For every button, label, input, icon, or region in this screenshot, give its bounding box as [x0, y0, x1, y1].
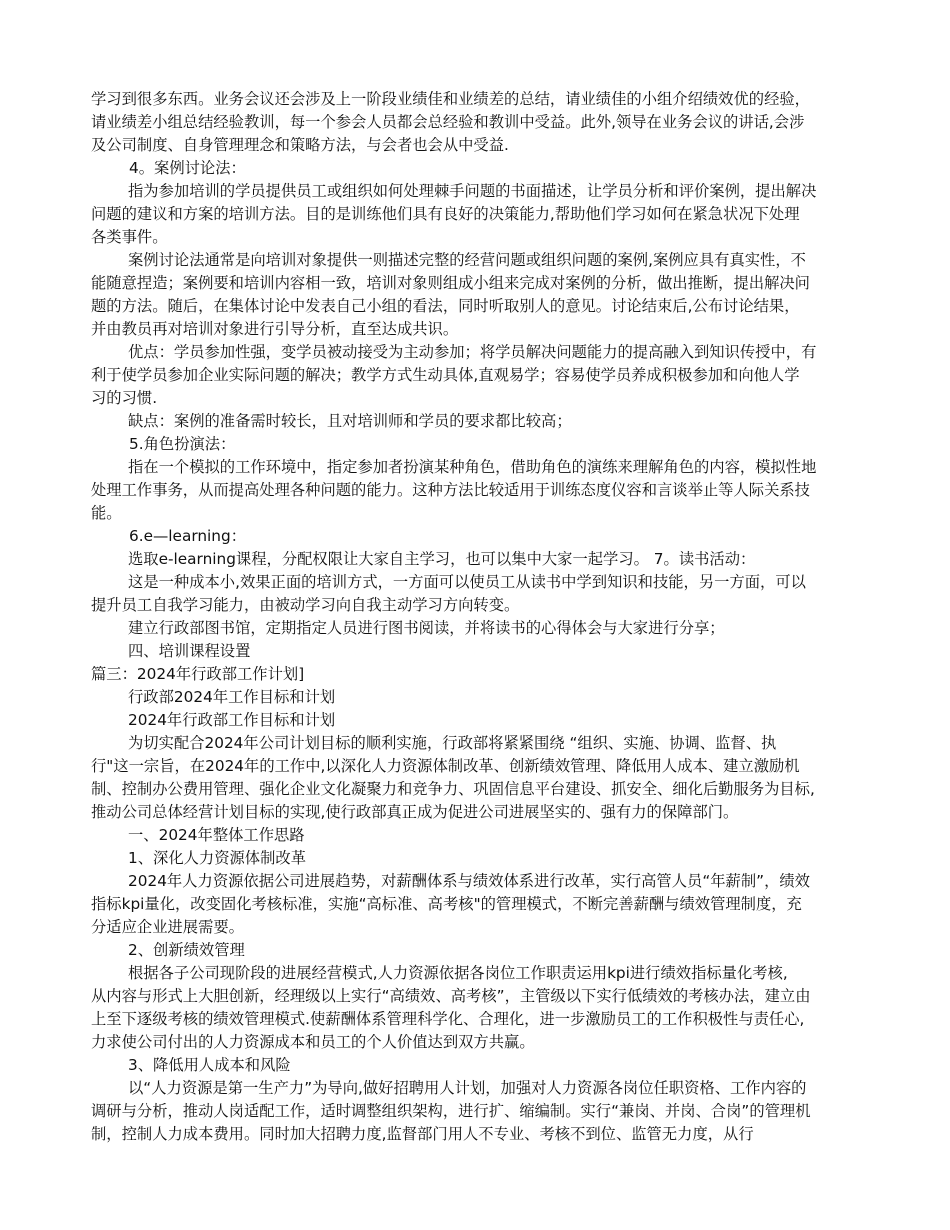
- text-line: 请业绩差小组总结经验教训，每一个参会人员都会总经验和教训中受益。此外,领导在业务会议的讲话,会涉: [91, 113, 805, 131]
- text-line: 调研与分析，推动人岗适配工作，适时调整组织架构，进行扩、缩编制。实行“兼岗、并岗、合岗”的管理机: [91, 1102, 811, 1120]
- section-heading: 6.e—learning：: [129, 527, 247, 545]
- text-line: 制、控制办公费用管理、强化企业文化凝聚力和竞争力、巩固信息平台建设、抓安全、细化后勤服务为目标,: [91, 780, 815, 798]
- section-heading: 四、培训课程设置: [128, 642, 251, 660]
- section-heading: 一、2024年整体工作思路: [128, 826, 305, 844]
- chapter-heading: 篇三：2024年行政部工作计划]: [91, 665, 305, 683]
- text-line: 分适应企业进展需要。: [91, 918, 244, 936]
- section-heading: 4。案例讨论法：: [129, 159, 246, 177]
- text-line: 为切实配合2024年公司计划目标的顺利实施，行政部将紧紧围绕 “组织、实施、协调、监督、执: [128, 734, 777, 752]
- text-line: 以“人力资源是第一生产力”为导向,做好招聘用人计划，加强对人力资源各岗位任职资格、工作内容的: [128, 1079, 807, 1097]
- text-line: 并由教员再对培训对象进行引导分析，直至达成共识。: [91, 320, 459, 338]
- text-line: 利于使学员参加企业实际问题的解决；教学方式生动具体,直观易学；容易使学员养成积极参加和向他人学: [91, 366, 800, 384]
- text-line: 能随意捏造；案例要和培训内容相一致，培训对象则组成小组来完成对案例的分析，做出推断，提出解决问: [91, 274, 810, 292]
- document-title: 行政部2024年工作目标和计划: [128, 688, 336, 706]
- text-line: 从内容与形式上大胆创新，经理级以上实行“高绩效、高考核”，主管级以下实行低绩效的考核办法，建立由: [91, 987, 811, 1005]
- text-line: 案例讨论法通常是向培训对象提供一则描述完整的经营问题或组织问题的案例,案例应具有真实性，不: [128, 251, 806, 269]
- text-line: 根据各子公司现阶段的进展经营模式,人力资源依据各岗位工作职责运用kpi进行绩效指标量化考核,: [128, 964, 788, 982]
- text-line: 处理工作事务，从而提高处理各种问题的能力。这种方法比较适用于训练态度仪容和言谈举止等人际关系技: [91, 481, 810, 499]
- text-line: 能。: [91, 504, 122, 522]
- section-heading: 3、降低用人成本和风险: [128, 1056, 291, 1074]
- text-line: 优点：学员参加性强，变学员被动接受为主动参加；将学员解决问题能力的提高融入到知识传授中，有: [128, 343, 817, 361]
- text-line: 选取e-learning课程，分配权限让大家自主学习，也可以集中大家一起学习。 7。读书活动：: [128, 550, 756, 568]
- text-line: 问题的建议和方案的培训方法。目的是训练他们具有良好的决策能力,帮助他们学习如何在紧急状况下处理: [91, 205, 800, 223]
- section-heading: 1、深化人力资源体制改革: [128, 849, 306, 867]
- text-line: 及公司制度、自身管理理念和策略方法，与会者也会从中受益.: [91, 136, 509, 154]
- text-line: 力求使公司付出的人力资源成本和员工的个人价值达到双方共赢。: [91, 1033, 535, 1051]
- text-line: 提升员工自我学习能力，由被动学习向自我主动学习方向转变。: [91, 596, 520, 614]
- text-line: 各类事件。: [91, 228, 168, 246]
- text-line: 习的习惯.: [91, 389, 158, 407]
- section-heading: 2、创新绩效管理: [128, 941, 245, 959]
- text-line: 建立行政部图书馆，定期指定人员进行图书阅读，并将读书的心得体会与大家进行分享；: [128, 619, 725, 637]
- text-line: 推动公司总体经营计划目标的实现,使行政部真正成为促进公司进展坚实的、强有力的保障部门。: [91, 803, 739, 821]
- text-line: 题的方法。随后，在集体讨论中发表自己小组的看法，同时听取别人的意见。讨论结束后,公布讨论结果，: [91, 297, 800, 315]
- text-line: 指在一个模拟的工作环境中，指定参加者扮演某种角色，借助角色的演练来理解角色的内容，模拟性地: [128, 458, 817, 476]
- text-line: 这是一种成本小,效果正面的培训方式，一方面可以使员工从读书中学到知识和技能，另一方面，可以: [128, 573, 806, 591]
- text-line: 学习到很多东西。业务会议还会涉及上一阶段业绩佳和业绩差的总结，请业绩佳的小组介绍绩效优的经验，: [91, 90, 810, 108]
- text-line: 2024年人力资源依据公司进展趋势，对薪酬体系与绩效体系进行改革，实行高管人员“年薪制”，绩效: [128, 872, 810, 890]
- text-line: 缺点：案例的准备需时较长，且对培训师和学员的要求都比较高；: [128, 412, 572, 430]
- text-line: 指标kpi量化，改变固化考核标准，实施“高标准、高考核"的管理模式，不断完善薪酬与绩效管理制度，充: [91, 895, 802, 913]
- section-heading: 5.角色扮演法：: [129, 435, 236, 453]
- text-line: 制，控制人力成本费用。同时加大招聘力度,监督部门用人不专业、考核不到位、监管无力度，从行: [91, 1125, 754, 1143]
- document-subtitle: 2024年行政部工作目标和计划: [128, 711, 336, 729]
- text-line: 行"这一宗旨，在2024年的工作中,以深化人力资源体制改革、创新绩效管理、降低用人成本、建立激励机: [91, 757, 800, 775]
- text-line: 指为参加培训的学员提供员工或组织如何处理棘手问题的书面描述，让学员分析和评价案例，提出解决: [128, 182, 817, 200]
- text-line: 上至下逐级考核的绩效管理模式.使薪酬体系管理科学化、合理化，进一步激励员工的工作积极性与责任心,: [91, 1010, 805, 1028]
